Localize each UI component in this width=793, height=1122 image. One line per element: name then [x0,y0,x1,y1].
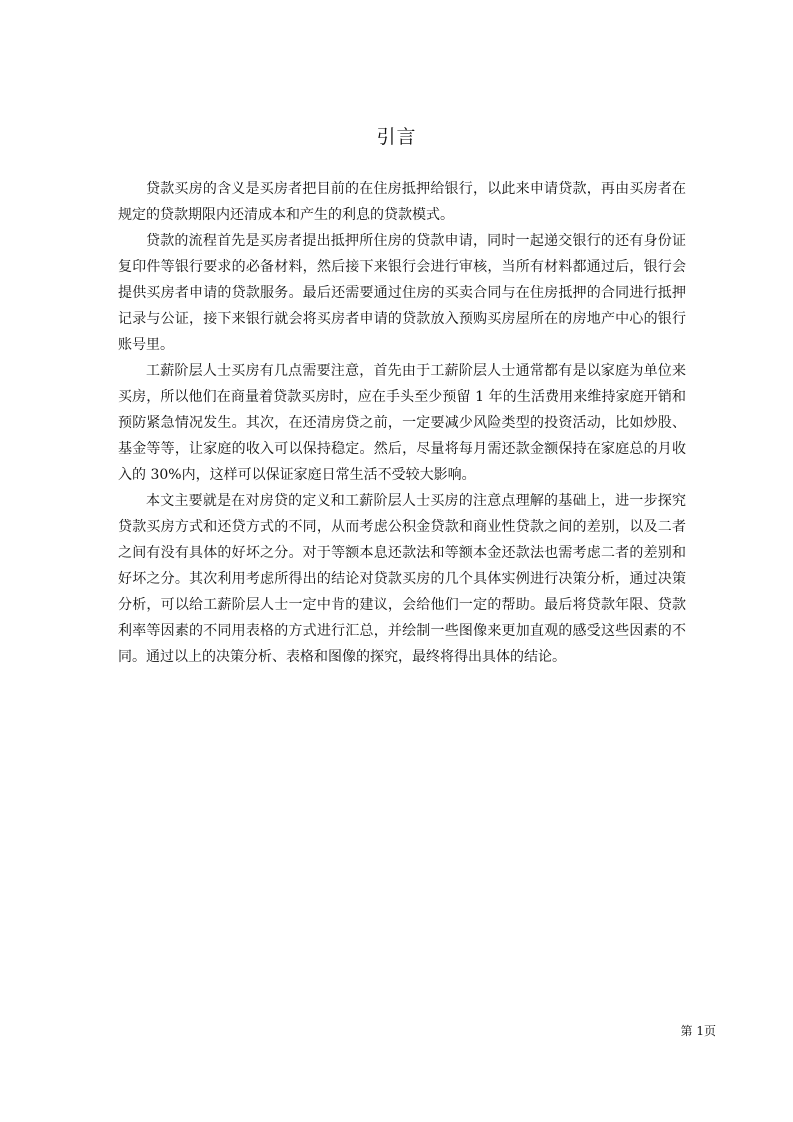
paragraph-definition: 贷款买房的含义是买房者把目前的在住房抵押给银行，以此来申请贷款，再由买房者在规定的贷款期限内还清成本和产生的利息的贷款模式。 [118,181,686,223]
paragraph-considerations: 工薪阶层人士买房有几点需要注意，首先由于工薪阶层人士通常都有是以家庭为单位来买房，所以他们在商量着贷款买房时，应在手头至少预留 1 年的生活费用来维持家庭开销和预防紧急情况发生。其次，在还清房贷之前，一定要减少风险类型的投资活动，比如炒股、基金等等，让家庭的收入可以保持稳定。然后，尽量将每月需还款金额保持在家庭总的月收入的 30%内，这样可以保证家庭日常生活不受较大影响。 [118,363,686,483]
paragraph-overview: 本文主要就是在对房贷的定义和工薪阶层人士买房的注意点理解的基础上，进一步探究贷款买房方式和还贷方式的不同，从而考虑公积金贷款和商业性贷款之间的差别，以及二者之间有没有具体的好坏之分。对于等额本息还款法和等额本金还款法也需考虑二者的差别和好坏之分。其次利用考虑所得出的结论对贷款买房的几个具体实例进行决策分析，通过决策分析，可以给工薪阶层人士一定中肯的建议，会给他们一定的帮助。最后将贷款年限、贷款利率等因素的不同用表格的方式进行汇总，并绘制一些图像来更加直观的感受这些因素的不同。通过以上的决策分析、表格和图像的探究，最终将得出具体的结论。 [118,493,686,665]
page-number: 第 1页 [680,1024,716,1038]
body-text [118,176,686,670]
page-title: 引言 [376,126,417,148]
paragraph-process: 贷款的流程首先是买房者提出抵押所住房的贷款申请，同时一起递交银行的还有身份证复印件等银行要求的必备材料，然后接下来银行会进行审核，当所有材料都通过后，银行会提供买房者申请的贷款服务。最后还需要通过住房的买卖合同与在住房抵押的合同进行抵押记录与公证，接下来银行就会将买房者申请的贷款放入预购买房屋所在的房地产中心的银行账号里。 [118,233,686,353]
